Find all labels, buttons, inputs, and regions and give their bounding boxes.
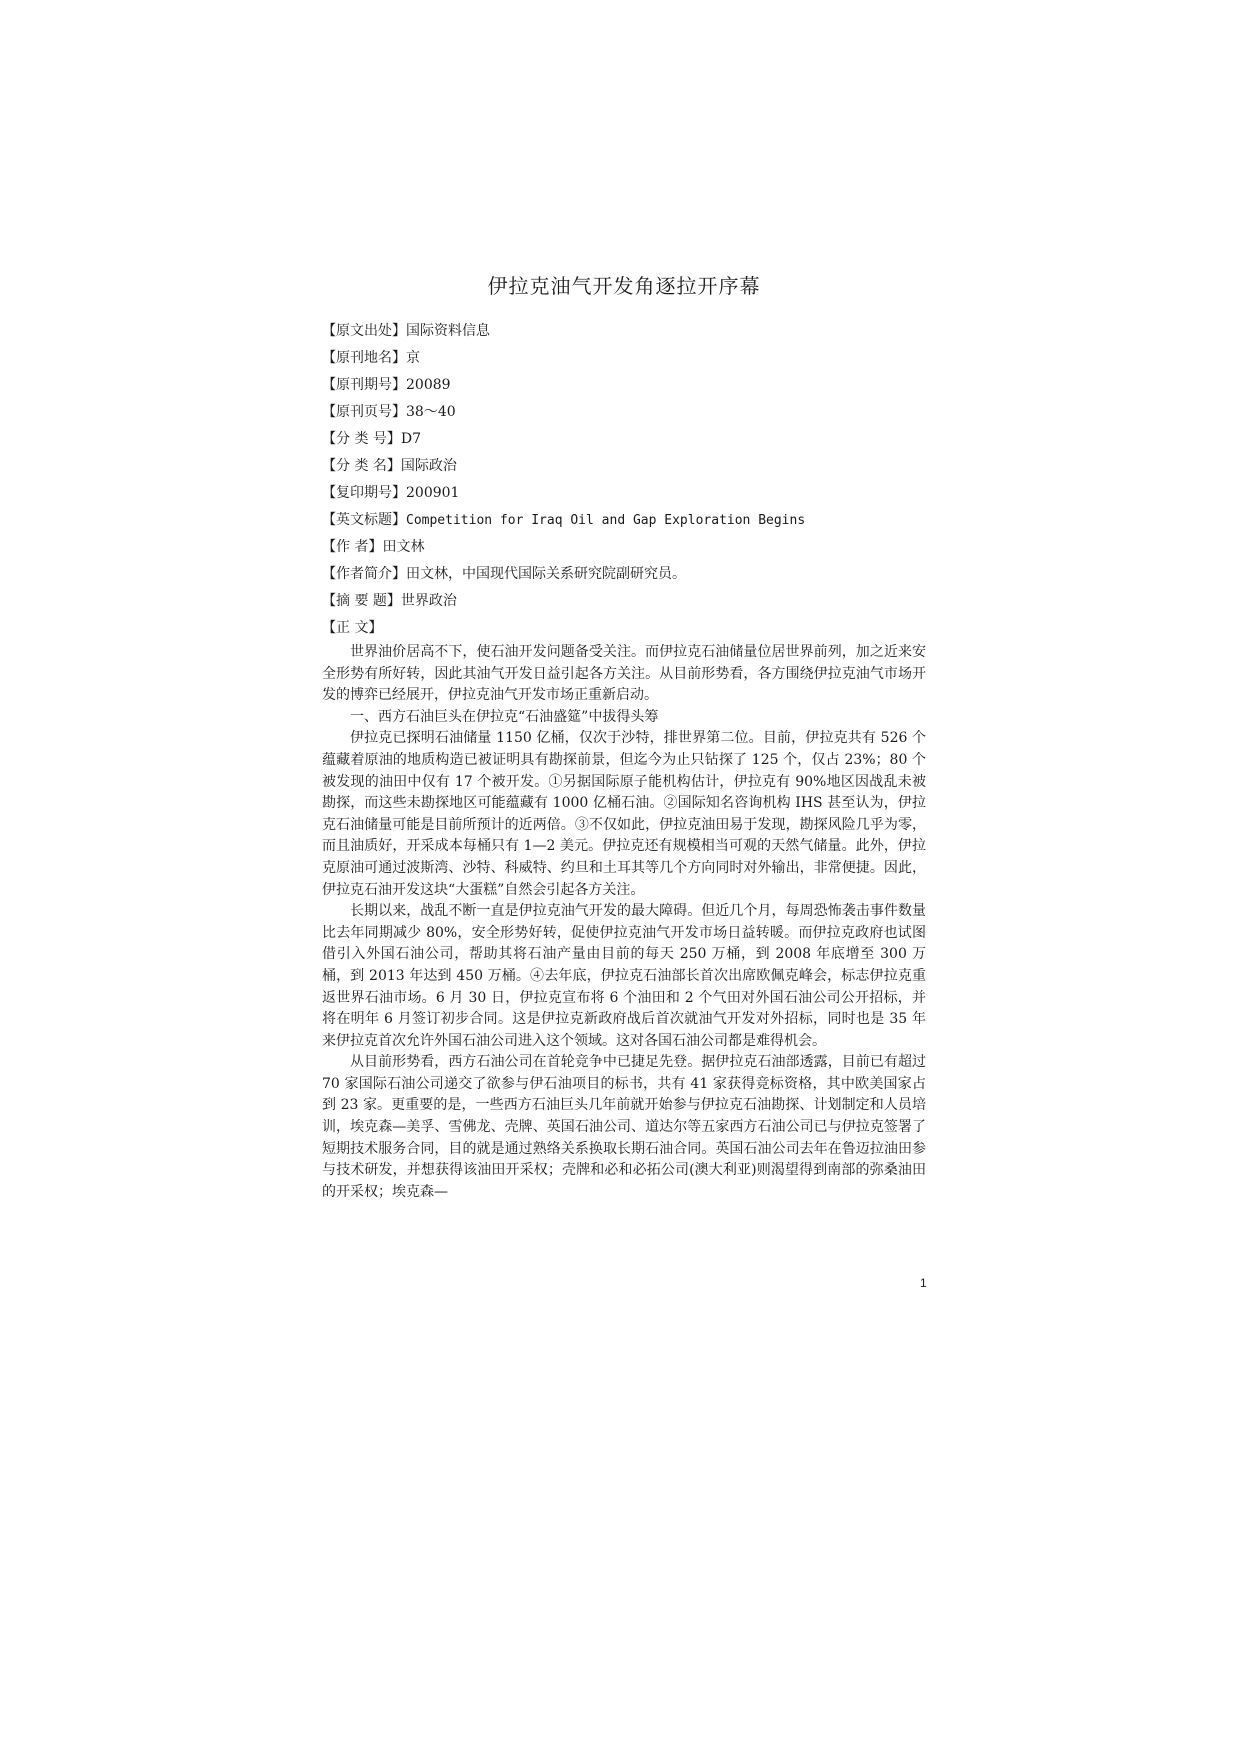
metadata-list [322,318,926,642]
paragraph: 世界油价居高不下，使石油开发问题备受关注。而伊拉克石油储量位居世界前列，加之近来安全形势有所好转，因此其油气开发日益引起各方关注。从目前形势看，各方围绕伊拉克油气市场开发的博弈已经展开，伊拉克油气开发市场正重新启动。 [322,644,926,704]
section-heading: 一、西方石油巨头在伊拉克“石油盛筵”中拔得头筹 [350,708,659,725]
meta-class-number: 【分 类 号】D7 [322,431,422,447]
meta-english-title: 【英文标题】Competition for Iraq Oil and Gap Exploration Begins [322,512,806,528]
document-page [322,270,926,1203]
paragraph: 长期以来，战乱不断一直是伊拉克油气开发的最大障碍。但近几个月，每周恐怖袭击事件数量比去年同期减少 80%，安全形势好转，促使伊拉克油气开发市场日益转暖。而伊拉克政府也试图借引入外国石油公司，帮助其将石油产量由目前的每天 250 万桶，到 2008 年底增至 300 万桶，到 2013 年达到 450 万桶。④去年底，伊拉克石油部长首次出席欧佩克峰会，标志伊拉克重返世界石油市场。6 月 30 日，伊拉克宣布将 6 个油田和 2 个气田对外国石油公司公开招标，并将在明年 6 月签订初步合同。这是伊拉克新政府战后首次就油气开发对外招标，同时也是 35 年来伊拉克首次允许外国石油公司进入这个领域。这对各国石油公司都是难得机会。 [322,903,926,1049]
meta-author-bio: 【作者简介】田文林，中国现代国际关系研究院副研究员。 [322,566,686,582]
meta-class-name: 【分 类 名】国际政治 [322,458,457,474]
meta-author: 【作 者】田文林 [322,539,425,555]
paragraph: 伊拉克已探明石油储量 1150 亿桶，仅次于沙特，排世界第二位。目前，伊拉克共有 526 个蕴藏着原油的地质构造已被证明具有勘探前景，但迄今为止只钻探了 125 个，仅占 23%；80 个被发现的油田中仅有 17 个被开发。①另据国际原子能机构估计，伊拉克有 90%地区因战乱未被勘探，而这些未勘探地区可能蕴藏有 1000 亿桶石油。②国际知名咨询机构 IHS 甚至认为，伊拉克石油储量可能是目前所预计的近两倍。③不仅如此，伊拉克油田易于发现，勘探风险几乎为零，而且油质好，开采成本每桶只有 1—2 美元。伊拉克还有规模相当可观的天然气储量。此外，伊拉克原油可通过波斯湾、沙特、科威特、约旦和土耳其等几个方向同时对外输出，非常便捷。因此，伊拉克石油开发这块“大蛋糕”自然会引起各方关注。 [322,730,926,898]
meta-topic: 【摘 要 题】世界政治 [322,593,457,609]
meta-source: 【原文出处】国际资料信息 [322,323,490,339]
meta-pages: 【原刊页号】38～40 [322,404,456,420]
article-body [322,642,926,1203]
meta-place: 【原刊地名】京 [322,350,420,366]
paragraph: 从目前形势看，西方石油公司在首轮竞争中已捷足先登。据伊拉克石油部透露，目前已有超过 70 家国际石油公司递交了欲参与伊石油项目的标书，共有 41 家获得竞标资格，其中欧美国家占到 23 家。更重要的是，一些西方石油巨头几年前就开始参与伊拉克石油勘探、计划制定和人员培训，埃克森—美孚、雪佛龙、壳牌、英国石油公司、道达尔等五家西方石油公司已与伊拉克签署了短期技术服务合同，目的就是通过熟络关系换取长期石油合同。英国石油公司去年在鲁迈拉油田参与技术研发，并想获得该油田开采权；壳牌和必和必拓公司(澳大利亚)则渴望得到南部的弥桑油田的开采权；埃克森— [322,1054,926,1200]
article-title: 伊拉克油气开发角逐拉开序幕 [487,274,761,298]
meta-issue: 【原刊期号】20089 [322,377,451,393]
meta-body-label: 【正 文】 [322,620,383,636]
page-number: 1 [920,1276,927,1290]
meta-reprint-issue: 【复印期号】200901 [322,485,460,501]
